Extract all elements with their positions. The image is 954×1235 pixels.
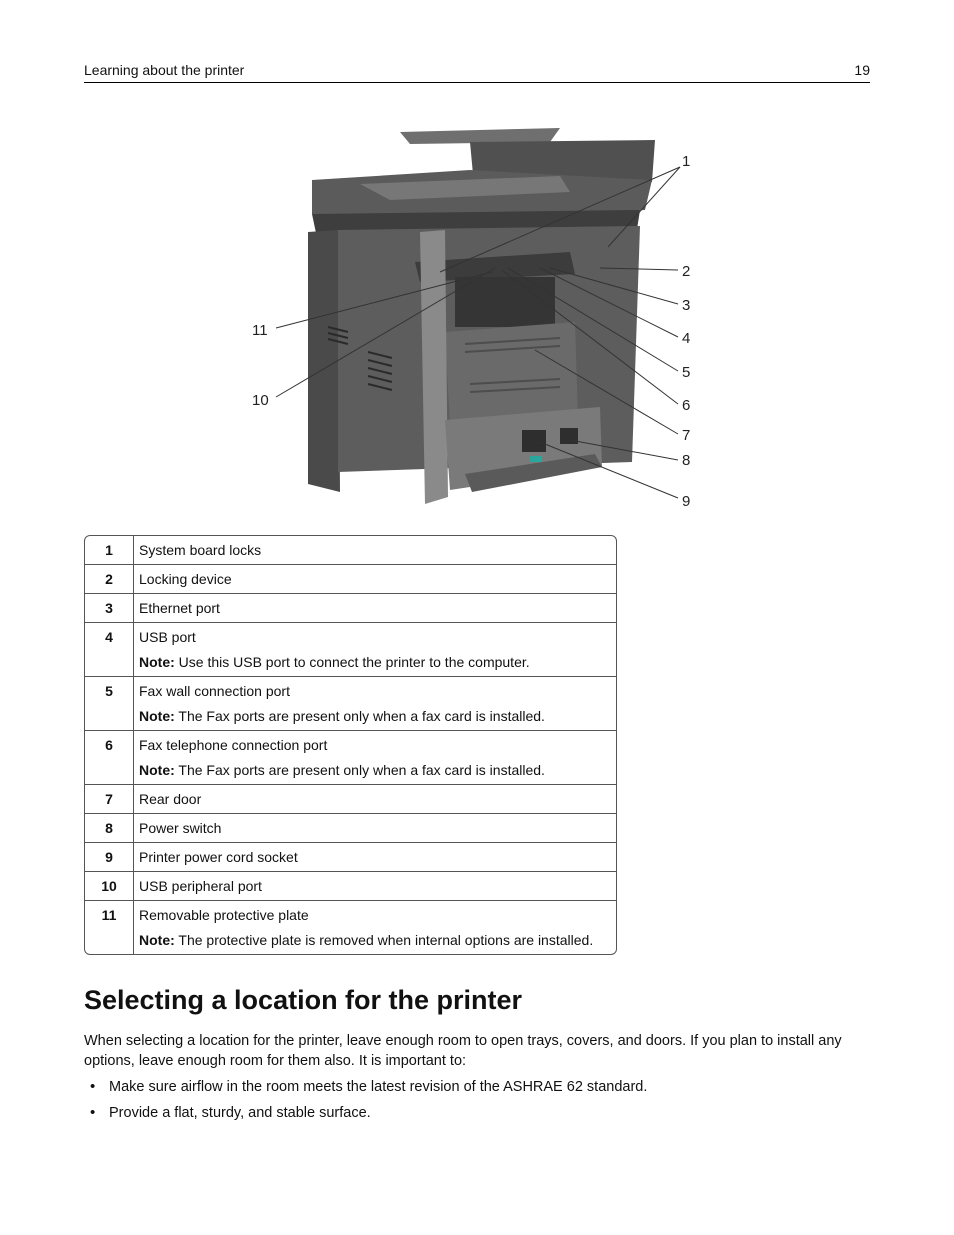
page-header: [84, 60, 870, 83]
legend-note: [139, 654, 616, 670]
requirements-list: [84, 1077, 647, 1129]
note-label: Note:: [139, 654, 175, 670]
section-heading: Selecting a location for the printer: [84, 985, 523, 1015]
table-row: [85, 871, 616, 900]
header-section-title: Learning about the printer: [84, 62, 245, 78]
legend-note: [139, 708, 616, 724]
printer-illustration: [240, 122, 710, 517]
legend-description: [134, 564, 616, 593]
legend-text: Ethernet port: [139, 600, 220, 616]
callout-2: 2: [682, 263, 691, 280]
legend-text: Power switch: [139, 820, 222, 836]
note-label: Note:: [139, 762, 175, 778]
legend-text: Removable protective plate: [139, 907, 309, 923]
table-row: [85, 784, 616, 813]
legend-description: [134, 622, 616, 676]
power-cord-socket: [522, 430, 546, 452]
legend-text: Printer power cord socket: [139, 849, 298, 865]
parts-legend-table: [84, 535, 617, 955]
legend-description: [134, 676, 616, 730]
legend-number: 9: [85, 842, 134, 871]
table-row: [85, 842, 616, 871]
legend-description: [134, 900, 616, 954]
callout-4: 4: [682, 330, 691, 347]
legend-text: System board locks: [139, 542, 262, 558]
legend-number: 8: [85, 813, 134, 842]
callout-11: 11: [252, 322, 268, 339]
legend-number: 7: [85, 784, 134, 813]
note-text: The Fax ports are present only when a fax card is installed.: [178, 762, 545, 778]
callout-3: 3: [682, 297, 691, 314]
callout-8: 8: [682, 452, 691, 469]
table-row: [85, 813, 616, 842]
legend-text: Fax telephone connection port: [139, 737, 328, 753]
legend-description: [134, 784, 616, 813]
legend-note: [139, 932, 616, 948]
legend-text: USB peripheral port: [139, 878, 262, 894]
legend-text: Rear door: [139, 791, 202, 807]
legend-number: 1: [85, 536, 134, 564]
table-row: [85, 622, 616, 676]
legend-note: [139, 762, 616, 778]
legend-text: USB port: [139, 629, 196, 645]
callout-10: 10: [252, 392, 269, 409]
green-latch: [530, 456, 542, 462]
legend-text: Fax wall connection port: [139, 683, 290, 699]
legend-description: [134, 842, 616, 871]
callout-6: 6: [682, 397, 691, 414]
legend-description: [134, 536, 616, 564]
table-row: [85, 676, 616, 730]
note-text: The protective plate is removed when internal options are installed.: [178, 932, 594, 948]
left-side-panel: [308, 230, 340, 492]
note-label: Note:: [139, 932, 175, 948]
legend-description: [134, 730, 616, 784]
note-text: Use this USB port to connect the printer to the computer.: [178, 654, 530, 670]
table-row: [85, 593, 616, 622]
legend-text: Locking device: [139, 571, 232, 587]
legend-number: 2: [85, 564, 134, 593]
table-row: [85, 564, 616, 593]
note-label: Note:: [139, 708, 175, 724]
legend-number: 11: [85, 900, 134, 954]
table-row: [85, 536, 616, 564]
table-row: [85, 730, 616, 784]
intro-paragraph: When selecting a location for the printer, leave enough room to open trays, covers, and doors. If you plan to install any options, leave enough room for them also. It is important to:: [84, 1033, 842, 1069]
list-item: • Provide a flat, sturdy, and stable surface.: [84, 1103, 647, 1129]
printer-rear-figure: [240, 122, 710, 517]
legend-description: [134, 871, 616, 900]
legend-number: 4: [85, 622, 134, 676]
callout-7: 7: [682, 427, 691, 444]
callout-9: 9: [682, 493, 691, 510]
page-number: 19: [854, 62, 870, 78]
callout-5: 5: [682, 364, 691, 381]
legend-description: [134, 593, 616, 622]
list-item: • Make sure airflow in the room meets the latest revision of the ASHRAE 62 standard.: [84, 1077, 647, 1103]
legend-number: 6: [85, 730, 134, 784]
callout-1: 1: [682, 153, 691, 170]
power-switch: [560, 428, 578, 444]
legend-number: 3: [85, 593, 134, 622]
legend-description: [134, 813, 616, 842]
legend-number: 5: [85, 676, 134, 730]
note-text: The Fax ports are present only when a fax card is installed.: [178, 708, 545, 724]
rear-exit-opening: [455, 277, 555, 327]
table-row: [85, 900, 616, 954]
legend-number: 10: [85, 871, 134, 900]
